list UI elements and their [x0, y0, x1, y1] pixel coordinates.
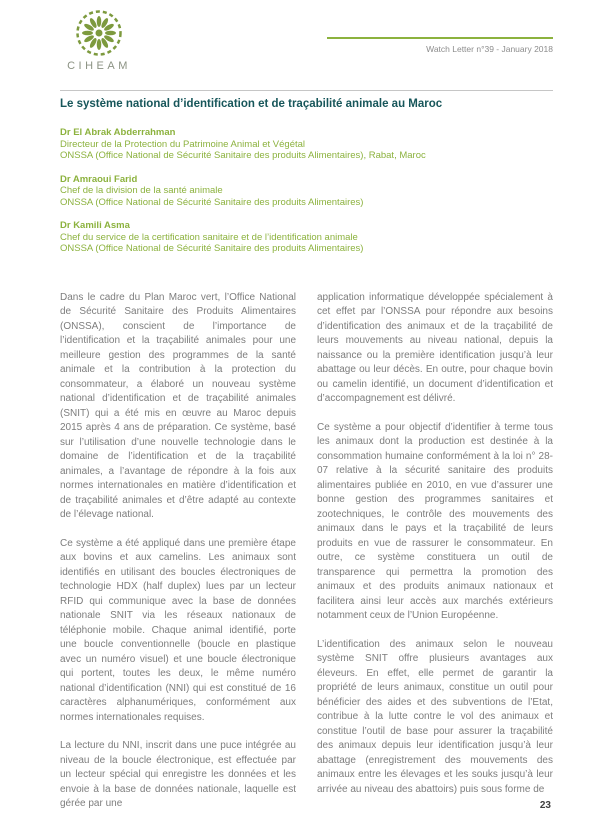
paragraph: Dans le cadre du Plan Maroc vert, l’Office National de Sécurité Sanitaire des Produits Alimentaires (ONSSA), conscient de l’importance de l’identification et la traçabilité animales pour une meilleure gestion des programmes de la santé animale et la contribution à la protection du consommateur, a élaboré un nouveau système national d’identification et de traçabilité animales (SNIT) qui a été mis en œuvre au Maroc depuis 2015 après 4 ans de préparation. Ce système, basé sur l’utilisation d’une nouvelle technologie dans le domaine de l’identification et de la traçabilité animales, a l’avantage de répondre à la fois aux normes internationales en matière d’identification et de traçabilité animales et d’être adapté au contexte de l’élevage national. — [60, 291, 296, 520]
article-title: Le système national d’identification et de traçabilité animale au Maroc — [60, 98, 443, 110]
author-entry — [60, 174, 553, 209]
author-name: Dr Kamili Asma — [60, 220, 130, 231]
paragraph: Ce système a été appliqué dans une première étape aux bovins et aux camelins. Les animaux sont identifiés en utilisant des boucles électroniques de technologie HDX (half duplex) lues par un lecteur RFID qui communique avec la base de données nationale SNIT via les réseaux nationaux de téléphonie mobile. Chaque animal identifié, porte une boucle conventionnelle (boucle en plastique avec un numéro visuel) et une boucle électronique qui portent, toutes les deux, le même numéro national d’identification (NNI) qui est constitué de 16 caractères alphanumériques, conformément aux normes internationales requises. — [60, 537, 296, 723]
author-affiliation: ONSSA (Office National de Sécurité Sanitaire des produits Alimentaires) — [60, 243, 364, 254]
issue-caption: Watch Letter n°39 - January 2018 — [426, 44, 553, 54]
left-column — [60, 291, 296, 812]
authors-block — [60, 127, 553, 255]
paragraph: Ce système a pour objectif d’identifier à terme tous les animaux dont la production est destinée à la consommation humaine conformément à la loi n° 28-07 relative à la sécurité sanitaire des produits alimentaires publiée en 2010, en vue d’assurer une bonne gestion des programmes sanitaires et zootechniques, le contrôle des mouvements des animaux dans le pays et la traçabilité de leurs produits en vue de rassurer le consommateur. En outre, ce système constituera un outil de transparence qui permettra la promotion des animaux et des produits animaux nationaux et facilitera ainsi leur accès aux marchés extérieurs notamment ceux de l’Union Européenne. — [317, 421, 553, 621]
article-body — [60, 291, 553, 812]
author-name: Dr Amraoui Farid — [60, 173, 138, 185]
author-entry — [60, 127, 553, 162]
author-affiliation: ONSSA (Office National de Sécurité Sanitaire des produits Alimentaires), Rabat, Maroc — [60, 150, 426, 161]
page-number: 23 — [539, 800, 551, 811]
paragraph: La lecture du NNI, inscrit dans une puce intégrée au niveau de la boucle électronique, est effectuée par un lecteur spécial qui enregistre les données et les envoie à la base de données nationale, laquelle est gérée par une — [60, 740, 296, 809]
paragraph: L’identification des animaux selon le nouveau système SNIT offre plusieurs avantages aux éleveurs. En effet, elle permet de garantir la propriété de leurs animaux, constitue un outil pour bénéficier des aides et des subventions de l’Etat, contribue à la lutte contre le vol des animaux et constitue l’outil de base pour assurer la traçabilité des animaux depuis leur identification jusqu’à leur abattage (enregistrement des mouvements des animaux entre les élevages et les souks jusqu’à leur arrivée au niveau des abattoirs) puis sous forme de — [317, 638, 553, 795]
right-column — [317, 291, 553, 812]
rosette-emblem-icon — [71, 8, 127, 58]
author-role: Chef de la division de la santé animale — [60, 185, 223, 196]
ciheam-logo — [60, 8, 138, 72]
page-header — [60, 8, 553, 72]
ciheam-logo-text: CIHEAM — [67, 60, 131, 72]
author-role: Chef du service de la certification sanitaire et de l’identification animale — [60, 231, 358, 243]
title-rule — [60, 90, 553, 91]
issue-block — [327, 37, 553, 54]
author-role: Directeur de la Protection du Patrimoine Animal et Végétal — [60, 138, 306, 150]
issue-rule — [327, 37, 553, 39]
author-entry — [60, 220, 553, 255]
author-affiliation: ONSSA (Office National de Sécurité Sanitaire des produits Alimentaires) — [60, 196, 364, 208]
author-name: Dr El Abrak Abderrahman — [60, 127, 176, 138]
paragraph: application informatique développée spécialement à cet effet par l’ONSSA pour répondre aux besoins d’identification des animaux et de la traçabilité de leurs mouvements au niveau national, depuis la naissance ou la première identification jusqu’à leur abattage ou leur décès. En outre, pour chaque bovin ou camelin identifié, un document d’identification et d’accompagnement est délivré. — [317, 291, 553, 404]
